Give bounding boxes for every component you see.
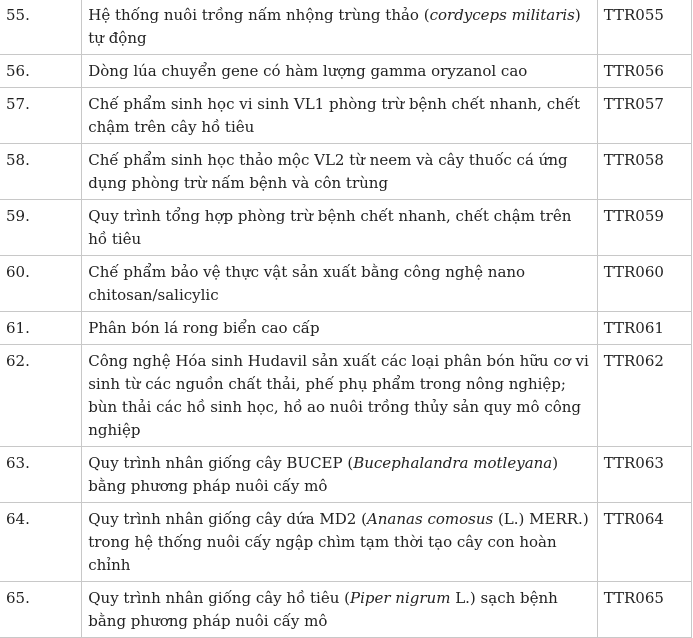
technology-code-cell: TTR059 [597, 200, 691, 256]
technology-name-cell [82, 447, 597, 503]
name-text: Chế phẩm sinh học thảo mộc VL2 từ neem và cây thuốc cá ứng dụng phòng trừ nấm bệnh và côn trùng [88, 151, 568, 192]
name-text: ) tự động [88, 6, 581, 47]
name-text: Quy trình nhân giống cây hồ tiêu ( [88, 589, 350, 607]
technology-code-cell: TTR064 [597, 503, 691, 582]
technology-name-cell [82, 0, 597, 55]
technology-code-cell: TTR063 [597, 447, 691, 503]
scientific-name-text: Bucephalandra motleyana [353, 454, 553, 472]
technology-name-cell [82, 312, 597, 345]
table-row [0, 447, 692, 503]
name-text: Chế phẩm sinh học vi sinh VL1 phòng trừ bệnh chết nhanh, chết chậm trên cây hồ tiêu [88, 95, 581, 136]
name-text: Quy trình tổng hợp phòng trừ bệnh chết nhanh, chết chậm trên hồ tiêu [88, 207, 572, 248]
name-text: Chế phẩm bảo vệ thực vật sản xuất bằng công nghệ nano chitosan/salicylic [88, 263, 526, 304]
row-number-cell: 59. [0, 200, 82, 256]
technology-name-cell [82, 582, 597, 638]
table-row [0, 503, 692, 582]
technology-code-cell: TTR058 [597, 144, 691, 200]
name-text: (L.) MERR.) trong hệ thống nuôi cấy ngập chìm tạm thời tạo cây con hoàn chỉnh [88, 510, 589, 574]
row-number-cell: 55. [0, 0, 82, 55]
name-text: Dòng lúa chuyển gene có hàm lượng gamma oryzanol cao [88, 62, 528, 80]
row-number-cell: 65. [0, 582, 82, 638]
row-number-cell: 58. [0, 144, 82, 200]
technology-name-cell [82, 503, 597, 582]
technology-code-cell: TTR055 [597, 0, 691, 55]
table-row [0, 55, 692, 88]
technology-code-cell: TTR062 [597, 345, 691, 447]
table-row [0, 88, 692, 144]
technology-code-cell: TTR057 [597, 88, 691, 144]
technology-name-cell [82, 144, 597, 200]
name-text: Quy trình nhân giống cây BUCEP ( [88, 454, 354, 472]
name-text: Hệ thống nuôi trồng nấm nhộng trùng thảo ( [88, 6, 430, 24]
scientific-name-text: Ananas comosus [366, 510, 494, 528]
row-number-cell: 57. [0, 88, 82, 144]
table-row [0, 256, 692, 312]
table-row [0, 345, 692, 447]
scientific-name-text: cordyceps militaris [429, 6, 575, 24]
technology-code-cell: TTR061 [597, 312, 691, 345]
scientific-name-text: Piper nigrum [350, 589, 451, 607]
technology-name-cell [82, 88, 597, 144]
technology-code-cell: TTR065 [597, 582, 691, 638]
table-row [0, 144, 692, 200]
table-row [0, 312, 692, 345]
name-text: Công nghệ Hóa sinh Hudavil sản xuất các loại phân bón hữu cơ vi sinh từ các nguồn chất thải, phế phụ phẩm trong nông nghiệp; bùn thải các hồ sinh học, hồ ao nuôi trồng thủy sản quy mô công nghiệp [88, 352, 589, 439]
row-number-cell: 62. [0, 345, 82, 447]
row-number-cell: 60. [0, 256, 82, 312]
name-text: ) bằng phương pháp nuôi cấy mô [88, 454, 559, 495]
table-row [0, 582, 692, 638]
technology-name-cell [82, 200, 597, 256]
technology-name-cell [82, 55, 597, 88]
row-number-cell: 56. [0, 55, 82, 88]
technology-code-cell: TTR056 [597, 55, 691, 88]
table-row [0, 200, 692, 256]
row-number-cell: 61. [0, 312, 82, 345]
row-number-cell: 63. [0, 447, 82, 503]
table-row [0, 0, 692, 55]
name-text: L.) sạch bệnh bằng phương pháp nuôi cấy mô [88, 589, 558, 630]
name-text: Quy trình nhân giống cây dứa MD2 ( [88, 510, 367, 528]
row-number-cell: 64. [0, 503, 82, 582]
name-text: Phân bón lá rong biển cao cấp [88, 319, 320, 337]
technology-code-cell: TTR060 [597, 256, 691, 312]
technology-name-cell [82, 345, 597, 447]
technology-name-cell [82, 256, 597, 312]
